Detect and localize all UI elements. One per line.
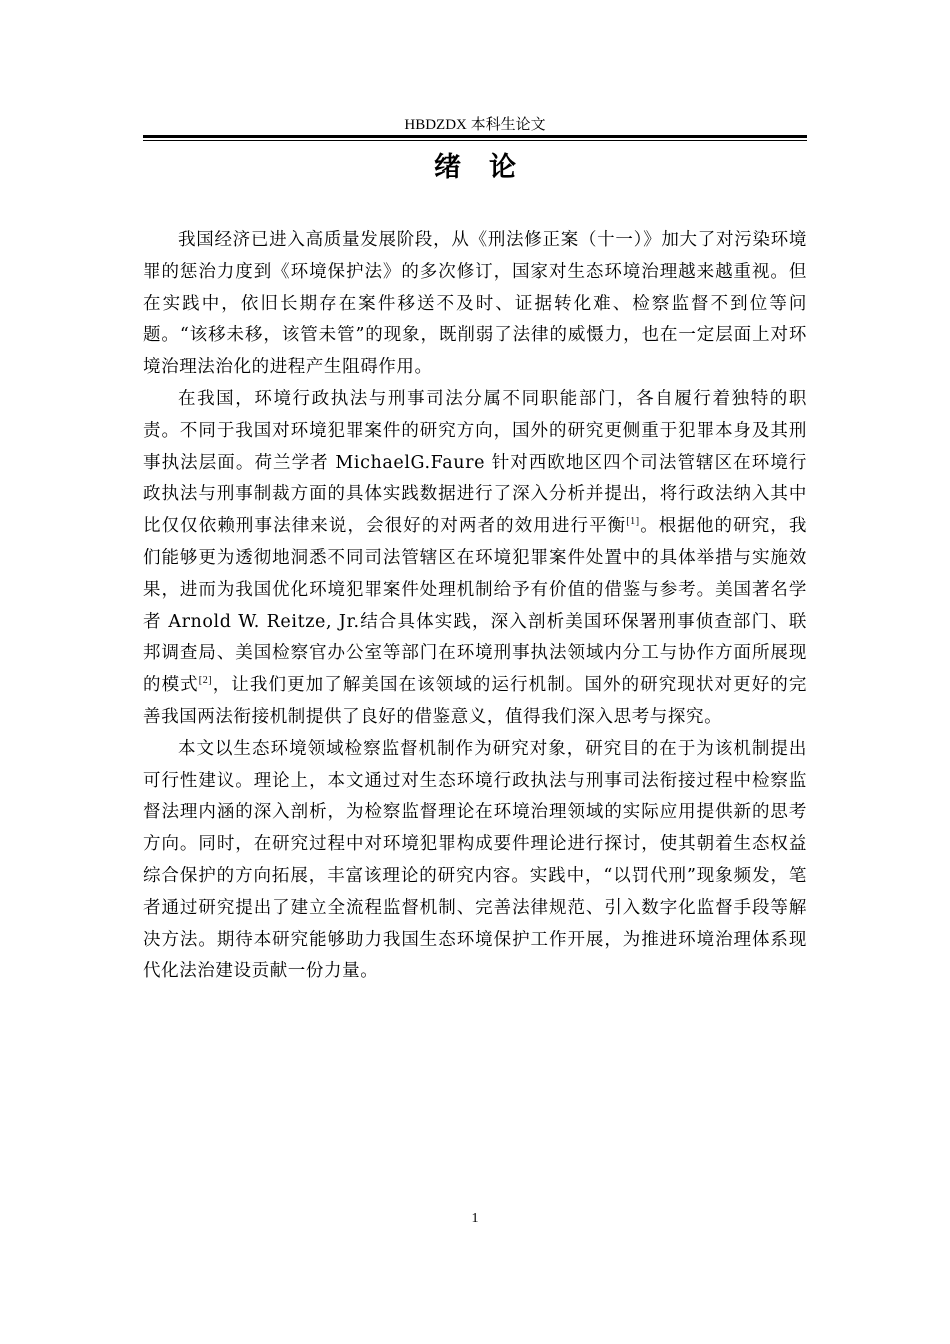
header-rule-thick [143, 135, 807, 138]
paragraph-2-part-2: 。根据他的研究，我们能够更为透彻地洞悉不同司法管辖区在环境犯罪案件处置中的具体举措与实施效果，进而为我国优化环境犯罪案件处理机制给予有价值的借鉴与参考。美国著名学者 Arnold W. Reitze, Jr.结合具体实践，深入剖析美国环保署刑事侦查部门、联邦调查局、美国检察官办公室等部门在环境刑事执法领域内分工与协作方面所展现的模式 [143, 516, 807, 696]
paragraph-2-part-1: 在我国，环境行政执法与刑事司法分属不同职能部门，各自履行着独特的职责。不同于我国对环境犯罪案件的研究方向，国外的研究更侧重于犯罪本身及其刑事执法层面。荷兰学者 MichaelG.Faure 针对西欧地区四个司法管辖区在环境行政执法与刑事制裁方面的具体实践数据进行了深入分析并提出，将行政法纳入其中比仅仅依赖刑事法律来说，会很好的对两者的效用进行平衡 [143, 388, 807, 537]
paragraph-2-part-3: ，让我们更加了解美国在该领域的运行机制。国外的研究现状对更好的完善我国两法衔接机制提供了良好的借鉴意义，值得我们深入思考与探究。 [143, 675, 807, 727]
chapter-title: 绪论 [434, 152, 544, 183]
running-header: HBDZDX 本科生论文 [404, 117, 546, 133]
header-rule-thin [143, 140, 807, 141]
paragraph-3: 本文以生态环境领域检察监督机制作为研究对象，研究目的在于为该机制提出可行性建议。理论上，本文通过对生态环境行政执法与刑事司法衔接过程中检察监督法理内涵的深入剖析，为检察监督理论在环境治理领域的实际应用提供新的思考方向。同时，在研究过程中对环境犯罪构成要件理论进行探讨，使其朝着生态权益综合保护的方向拓展，丰富该理论的研究内容。实践中，“以罚代刑”现象频发，笔者通过研究提出了建立全流程监督机制、完善法律规范、引入数字化监督手段等解决方法。期待本研究能够助力我国生态环境保护工作开展，为推进环境治理体系现代化法治建设贡献一份力量。 [143, 738, 807, 982]
paragraph-2 [143, 384, 807, 734]
page-number: 1 [471, 1211, 479, 1226]
citation-2[interactable]: [2] [198, 675, 213, 687]
body-text [143, 225, 807, 988]
paragraph-1: 我国经济已进入高质量发展阶段，从《刑法修正案（十一）》加大了对污染环境罪的惩治力度到《环境保护法》的多次修订，国家对生态环境治理越来越重视。但在实践中，依旧长期存在案件移送不及时、证据转化难、检察监督不到位等问题。“该移未移，该管未管”的现象，既削弱了法律的威慑力，也在一定层面上对环境治理法治化的进程产生阻碍作用。 [143, 230, 807, 378]
citation-1[interactable]: [1] [626, 516, 640, 528]
